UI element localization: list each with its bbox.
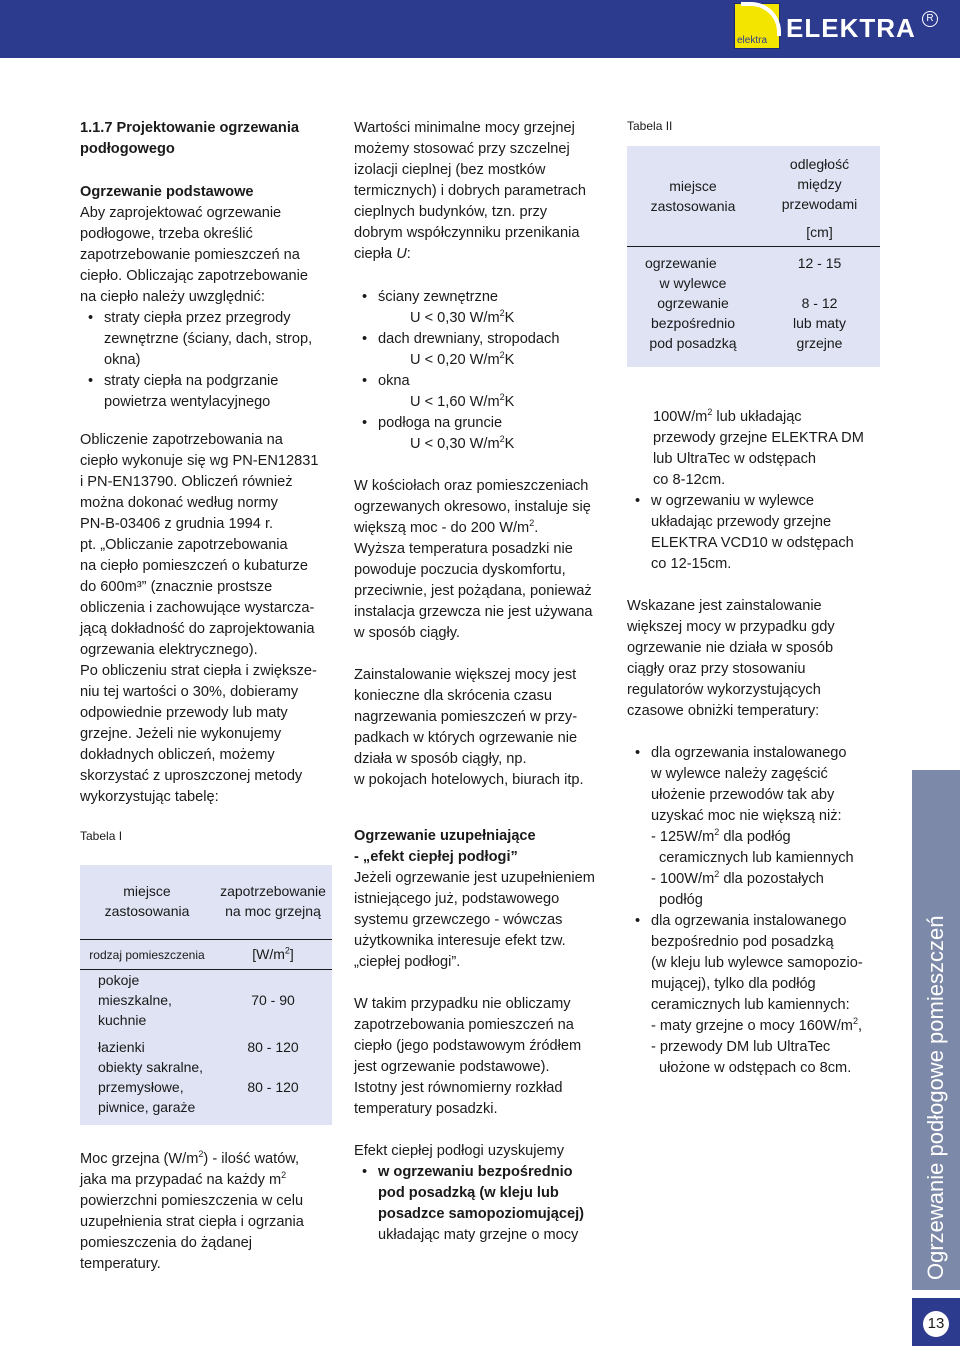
table-cell: łazienki	[98, 1039, 145, 1055]
elektra-logo-icon	[734, 3, 780, 49]
list-item: • w ogrzewaniu bezpośrednio pod posadzką (w kleju lub posadzce samopoziomującej) układając maty grzejne o mocy	[354, 1162, 616, 1246]
table-label: Tabela II	[627, 119, 673, 133]
list-item: • dla ogrzewania instalowanego w wylewce należy zagęścić ułożenie przewodów tak aby uzyskać moc nie większą niż: - $125W/m^2$ dla podłóg ceramicznych lub kamiennych - $100W/m^2$ dla pozostałych podłóg	[627, 743, 877, 911]
page-number: 13	[923, 1311, 949, 1337]
table-header: zapotrzebowanie na moc grzejną	[220, 883, 326, 919]
table-cell: rodzaj pomieszczenia	[80, 939, 214, 969]
paragraph: Obliczenie zapotrzebowania na ciepło wykonuje się wg PN-EN12831 i PN-EN13790. Obliczeń również można dokonać według normy PN-B-03406 z grudnia 1994 r. pt. „Obliczanie zapotrzebowania na ciepło pomieszczeń o kubaturze do 600m³” (znacznie prostsze obliczenia i zachowujące wystarcza- jącą dokładność do zaprojektowania ogrzewania elektrycznego). Po obliczeniu strat ciepła i zwiększe- niu tej wartości o 30%, dobieramy odpowiednie przewody lub maty grzejne. Jeżeli nie wykonujemy dokładnych obliczeń, możemy skorzystać z uproszczonej metody wykorzystując tabelę:	[80, 432, 319, 805]
table-cell: 70 - 90	[214, 969, 332, 1037]
list-item: • dach drewniany, stropodach U < 0,20 $W/m^2K$	[354, 329, 616, 371]
u-value-list	[354, 287, 616, 455]
paragraph: $100W/m^2$ lub układając przewody grzejne ELEKTRA DM lub UltraTec w odstępach co 8-12cm.	[653, 406, 864, 488]
bullet-list	[627, 491, 877, 575]
bullet-list	[627, 743, 877, 1079]
registered-mark: R	[922, 10, 938, 27]
list-item: • dla ogrzewania instalowanego bezpośrednio pod posadzką (w kleju lub wylewce samopozio- mującej), tylko dla podłóg ceramicznych lub kamiennych: - maty grzejne o mocy $160W/m^2$, - przewody DM lub UltraTec ułożone w odstępach co 8cm.	[627, 911, 877, 1079]
table-cell: ogrzewanie w wylewce	[627, 246, 759, 293]
table-cell: ogrzewanie bezpośrednio pod posadzką	[649, 294, 737, 351]
bullet-list	[354, 1162, 616, 1246]
table-cell: pokoje mieszkalne, kuchnie	[80, 969, 214, 1037]
paragraph: W kościołach oraz pomieszczeniach ogrzewanych okresowo, instaluje się większą moc - do 200 $W/m^2$. Wyższa temperatura posadzki nie powoduje poczucia dyskomfortu, przeciwnie, jest pożądana, ponieważ instalacja grzewcza nie jest używana w sposób ciągły.	[354, 478, 593, 641]
list-item: • w ogrzewaniu w wylewce układając przewody grzejne ELEKTRA VCD10 w odstępach co 12-15cm.	[627, 491, 877, 575]
list-item: • okna U < 1,60 $W/m^2K$	[354, 371, 616, 413]
table-cell: 8 - 12 lub maty grzejne	[793, 294, 846, 351]
paragraph: Jeżeli ogrzewanie jest uzupełnieniem istniejącego już, podstawowego systemu grzewczego - wówczas użytkownika interesuje efekt tzw. „ciepłej podłogi”.	[354, 870, 595, 970]
paragraph: Zainstalowanie większej mocy jest konieczne dla skrócenia czasu nagrzewania pomieszczeń w przy- padkach w których ogrzewanie nie działa w sposób ciągły, np. w pokojach hotelowych, biurach itp.	[354, 667, 584, 788]
bullet-list	[80, 308, 342, 413]
table-label: Tabela I	[80, 829, 123, 843]
list-item: • ściany zewnętrzne U < 0,30 $W/m^2K$	[354, 287, 616, 329]
paragraph: W takim przypadku nie obliczamy zapotrzebowania pomieszczeń na ciepło (jego podstawowym źródłem jest ogrzewanie podstawowe). Istotny jest równomierny rozkład temperatury posadzki.	[354, 996, 582, 1117]
paragraph: Efekt ciepłej podłogi uzyskujemy	[354, 1143, 565, 1159]
table-cell: 12 - 15	[759, 246, 880, 293]
paragraph: Aby zaprojektować ogrzewanie podłogowe, trzeba określić zapotrzebowanie pomieszczeń na ciepło. Obliczając zapotrzebowanie na ciepło należy uwzględnić:	[80, 205, 308, 305]
list-item: • podłoga na gruncie U < 0,30 $W/m^2K$	[354, 413, 616, 455]
brand-name: ELEKTRA	[786, 13, 916, 43]
side-title: Ogrzewanie podłogowe pomieszczeń	[923, 915, 948, 1280]
column-2	[354, 118, 616, 1246]
table-2	[627, 146, 880, 367]
table-header: miejsce zastosowania	[104, 883, 190, 919]
subheading-basic-heating: Ogrzewanie podstawowe	[80, 184, 254, 200]
table-header: odległość między przewodami [cm]	[781, 156, 858, 240]
table-header: miejsce zastosowania	[650, 178, 736, 214]
column-1	[80, 118, 342, 1275]
table-cell: obiekty sakralne, przemysłowe, piwnice, garaże	[98, 1059, 204, 1115]
table-cell: $[W/m^2]$	[214, 939, 332, 969]
list-item: • straty ciepła na podgrzanie powietrza wentylacyjnego	[80, 371, 342, 413]
logo-small-text: elektra	[737, 35, 768, 46]
subheading-supplementary-heating: Ogrzewanie uzupełniające - „efekt ciepłej podłogi”	[354, 828, 536, 865]
table-1	[80, 865, 332, 1125]
paragraph: Wartości minimalne mocy grzejnej możemy stosować przy szczelnej izolacji cieplnej (bez mostków termicznych) i dobrych parametrach cieplnych budynków, tzn. przy dobrym współczynniku przenikania ciepła U:	[354, 120, 586, 262]
paragraph: Moc grzejna $(W/m^2)$ - ilość watów, jaka ma przypadać na każdy $m^2$ powierzchni pomieszczenia w celu uzupełnienia strat ciepła i ogrzania pomieszczenia do żądanej temperatury.	[80, 1149, 304, 1272]
table-cell: 80 - 120	[247, 1079, 299, 1095]
table-cell: 80 - 120	[247, 1039, 299, 1055]
section-heading: 1.1.7 Projektowanie ogrzewania podłogowego	[80, 120, 299, 157]
list-item: • straty ciepła przez przegrody zewnętrzne (ściany, dach, strop, okna)	[80, 308, 342, 371]
paragraph: Wskazane jest zainstalowanie większej mocy w przypadku gdy ogrzewanie nie działa w sposób ciągły oraz przy stosowaniu regulatorów wykorzystujących czasowe obniżki temperatury:	[627, 597, 835, 719]
column-3	[627, 118, 877, 1079]
